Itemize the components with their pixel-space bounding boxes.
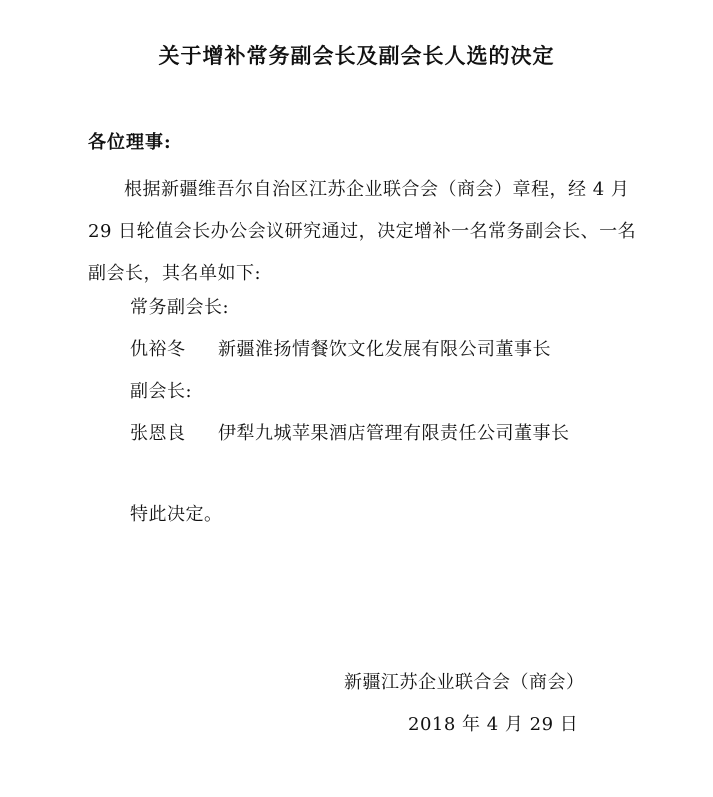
appointee-position: 伊犁九城苹果酒店管理有限责任公司董事长: [218, 423, 570, 444]
appointment-role-label: 副会长:: [130, 381, 193, 402]
body-paragraph-block: [88, 169, 643, 295]
issuer-signature: 新疆江苏企业联合会（商会）: [344, 672, 585, 693]
appointee-name: 张恩良: [130, 423, 186, 444]
salutation: 各位理事:: [88, 132, 172, 153]
appointment-role-label: 常务副会长:: [130, 297, 230, 318]
body-paragraph: 根据新疆维吾尔自治区江苏企业联合会（商会）章程，经 4 月 29 日轮值会长办公会议研究通过，决定增补一名常务副会长、一名副会长，其名单如下:: [88, 179, 637, 284]
appointment-list: [130, 287, 570, 455]
appointee-name: 仇裕冬: [130, 339, 186, 360]
appointment-entry: [130, 413, 570, 455]
document-title: 关于增补常务副会长及副会长人选的决定: [158, 43, 555, 68]
closing-statement: 特此决定。: [130, 504, 223, 525]
appointment-entry: [130, 329, 570, 371]
appointee-position: 新疆淮扬情餐饮文化发展有限公司董事长: [218, 339, 551, 360]
issue-date: 2018 年 4 月 29 日: [408, 714, 579, 735]
